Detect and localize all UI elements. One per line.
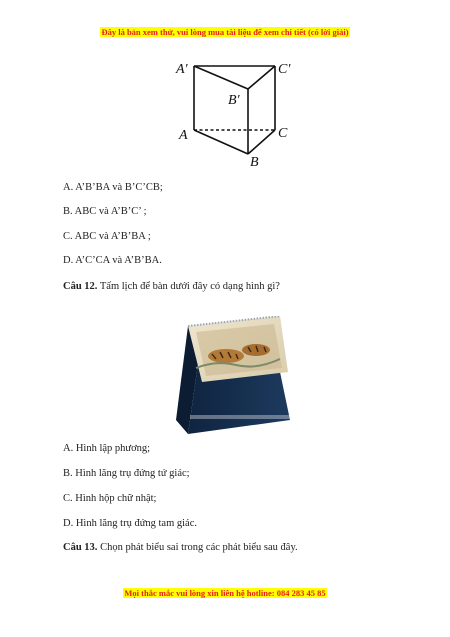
q12-option-b: B. Hình lăng trụ đứng tứ giác; — [63, 468, 190, 479]
footer-notice-text: Mọi thắc mắc vui lòng xin liên hệ hotline: 084 283 45 85 — [124, 588, 326, 598]
q11-option-b: B. ABC và A’B’C’ ; — [63, 206, 147, 217]
q12-question — [63, 281, 280, 292]
q12-option-a: A. Hình lập phương; — [63, 443, 151, 454]
q12-text: Tấm lịch để bàn dưới đây có dạng hình gì? — [97, 281, 280, 292]
q13-text: Chọn phát biểu sai trong các phát biểu sau đây. — [97, 542, 298, 553]
label-a-prime: A′ — [176, 62, 188, 77]
q12-option-c: C. Hình hộp chữ nhật; — [63, 493, 157, 504]
label-b: B — [250, 155, 259, 168]
triangular-prism-figure — [170, 56, 300, 168]
desk-calendar-photo — [170, 316, 294, 434]
label-c-prime: C′ — [278, 62, 291, 77]
q11-option-c: C. ABC và A’B’BA ; — [63, 231, 151, 242]
header-notice — [0, 27, 450, 37]
header-notice-text: Đây là bản xem thử, vui lòng mua tài liệu để xem chi tiết (có lời giải) — [101, 27, 349, 37]
q12-option-d: D. Hình lăng trụ đứng tam giác. — [63, 518, 197, 529]
label-b-prime: B′ — [228, 93, 240, 108]
footer-notice — [0, 588, 450, 598]
q13-question — [63, 542, 298, 553]
q11-option-d: D. A’C’CA và A’B’BA. — [63, 255, 162, 266]
q13-label: Câu 13. — [63, 542, 98, 553]
q12-label: Câu 12. — [63, 281, 98, 292]
q11-option-a: A. A’B’BA và B’C’CB; — [63, 182, 163, 193]
label-a: A — [179, 128, 188, 143]
label-c: C — [278, 126, 288, 141]
